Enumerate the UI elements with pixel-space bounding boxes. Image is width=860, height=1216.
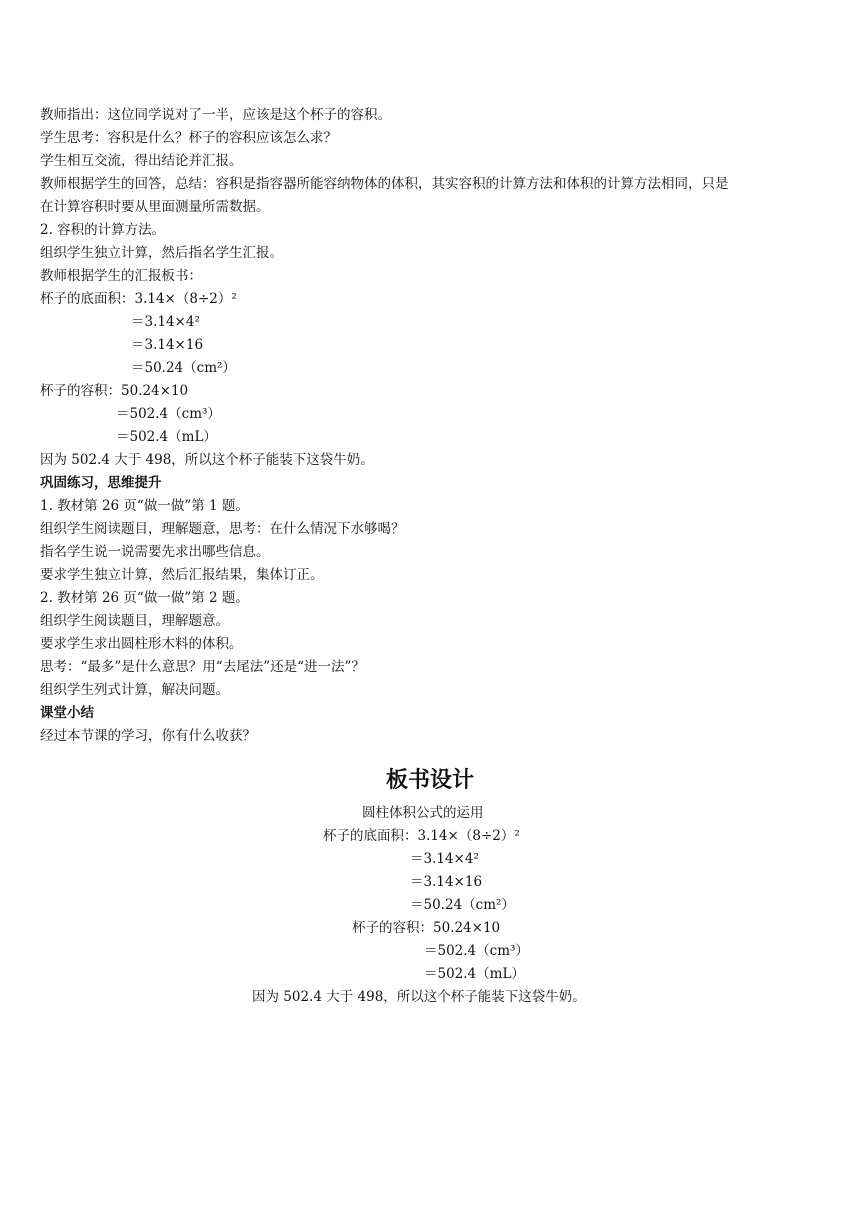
paragraph-line: 指名学生说一说需要先求出哪些信息。 [40,544,270,560]
paragraph-line: 教师指出：这位同学说对了一半，应该是这个杯子的容积。 [40,107,391,123]
paragraph-line: 在计算容积时要从里面测量所需数据。 [40,199,270,215]
formula-line: ＝502.4（cm³） [116,406,221,422]
section-heading: 巩固练习，思维提升 [40,475,162,491]
paragraph-line: 要求学生独立计算，然后汇报结果，集体订正。 [40,567,324,583]
paragraph-line: 学生相互交流，得出结论并汇报。 [40,153,243,169]
paragraph-line: 教师根据学生的回答，总结：容积是指容器所能容纳物体的体积，其实容积的计算方法和体积的计算方法相同，只是 [40,176,729,192]
paragraph-line: 教师根据学生的汇报板书： [40,268,202,284]
paragraph-line: 思考：“最多”是什么意思？用“去尾法”还是“进一法”？ [40,659,365,675]
paragraph-line: 要求学生求出圆柱形木料的体积。 [40,636,243,652]
board-design-title: 板书设计 [385,768,474,793]
board-formula-line: ＝502.4（cm³） [424,943,529,959]
paragraph-line: 经过本节课的学习，你有什么收获？ [40,728,256,744]
board-subtitle: 圆柱体积公式的运用 [362,805,484,821]
paragraph-line: 组织学生阅读题目，理解题意，思考：在什么情况下水够喝？ [40,521,405,537]
section-heading: 课堂小结 [40,705,94,721]
board-formula-line: ＝50.24（cm²） [410,897,515,913]
board-formula-line: ＝3.14×16 [410,874,483,890]
paragraph-line: 2. 容积的计算方法。 [40,222,166,238]
formula-line: 杯子的底面积：3.14×（8÷2）² [40,291,237,307]
board-formula-line: 杯子的底面积：3.14×（8÷2）² [323,828,520,844]
paragraph-line: 组织学生列式计算，解决问题。 [40,682,229,698]
paragraph-line: 组织学生独立计算，然后指名学生汇报。 [40,245,283,261]
paragraph-line: 1. 教材第 26 页“做一做”第 1 题。 [40,498,249,514]
paragraph-line: 因为 502.4 大于 498，所以这个杯子能装下这袋牛奶。 [40,452,374,468]
formula-line: ＝3.14×16 [131,337,204,353]
formula-line: ＝50.24（cm²） [131,360,236,376]
board-conclusion: 因为 502.4 大于 498，所以这个杯子能装下这袋牛奶。 [252,989,586,1005]
board-formula-line: ＝3.14×4² [410,851,479,867]
paragraph-line: 组织学生阅读题目，理解题意。 [40,613,229,629]
board-formula-line: ＝502.4（mL） [424,966,525,982]
formula-line: ＝502.4（mL） [116,429,217,445]
paragraph-line: 学生思考：容积是什么？杯子的容积应该怎么求？ [40,130,337,146]
formula-line: ＝3.14×4² [131,314,200,330]
formula-line: 杯子的容积：50.24×10 [40,383,189,399]
paragraph-line: 2. 教材第 26 页“做一做”第 2 题。 [40,590,249,606]
board-formula-line: 杯子的容积：50.24×10 [352,920,501,936]
